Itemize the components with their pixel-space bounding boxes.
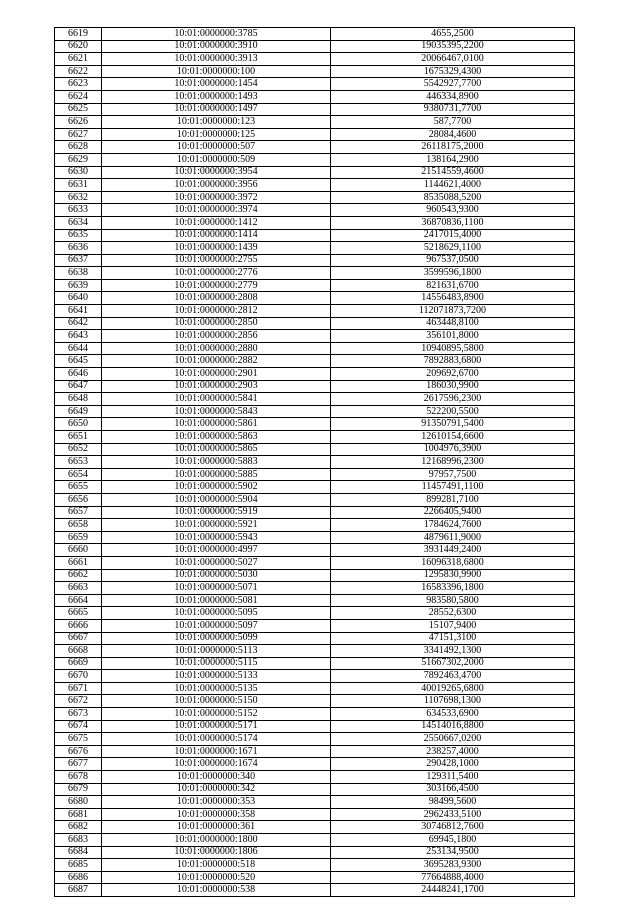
row-number-cell: 6664	[55, 594, 102, 607]
value-cell: 98499,5600	[331, 796, 575, 809]
value-cell: 5542927,7700	[331, 78, 575, 91]
value-cell: 77664888,4000	[331, 871, 575, 884]
cadastral-number-cell: 10:01:0000000:5071	[102, 582, 331, 595]
value-cell: 303166,4500	[331, 783, 575, 796]
row-number-cell: 6653	[55, 456, 102, 469]
value-cell: 2617596,2300	[331, 393, 575, 406]
value-cell: 967537,0500	[331, 254, 575, 267]
table-row	[55, 733, 575, 746]
row-number-cell: 6649	[55, 405, 102, 418]
row-number-cell: 6678	[55, 771, 102, 784]
cadastral-number-cell: 10:01:0000000:5133	[102, 670, 331, 683]
value-cell: 112071873,7200	[331, 305, 575, 318]
value-cell: 28552,6300	[331, 607, 575, 620]
table-row	[55, 65, 575, 78]
cadastral-number-cell: 10:01:0000000:2903	[102, 380, 331, 393]
cadastral-number-cell: 10:01:0000000:340	[102, 771, 331, 784]
table-row	[55, 153, 575, 166]
cadastral-number-cell: 10:01:0000000:5885	[102, 468, 331, 481]
table-row	[55, 682, 575, 695]
table-row	[55, 594, 575, 607]
row-number-cell: 6636	[55, 242, 102, 255]
row-number-cell: 6683	[55, 834, 102, 847]
cadastral-number-cell: 10:01:0000000:2776	[102, 267, 331, 280]
value-cell: 899281,7100	[331, 493, 575, 506]
table-row	[55, 355, 575, 368]
table-row	[55, 267, 575, 280]
table-row	[55, 418, 575, 431]
value-cell: 3599596,1800	[331, 267, 575, 280]
value-cell: 356101,8000	[331, 330, 575, 343]
table-row	[55, 317, 575, 330]
value-cell: 24448241,1700	[331, 884, 575, 897]
cadastral-number-cell: 10:01:0000000:3974	[102, 204, 331, 217]
cadastral-number-cell: 10:01:0000000:2882	[102, 355, 331, 368]
cadastral-number-cell: 10:01:0000000:3956	[102, 179, 331, 192]
cadastral-number-cell: 10:01:0000000:1497	[102, 103, 331, 116]
row-number-cell: 6632	[55, 191, 102, 204]
cadastral-number-cell: 10:01:0000000:5883	[102, 456, 331, 469]
row-number-cell: 6623	[55, 78, 102, 91]
table-row	[55, 808, 575, 821]
row-number-cell: 6628	[55, 141, 102, 154]
table-row	[55, 657, 575, 670]
cadastral-number-cell: 10:01:0000000:5099	[102, 632, 331, 645]
cadastral-number-cell: 10:01:0000000:5152	[102, 708, 331, 721]
row-number-cell: 6625	[55, 103, 102, 116]
row-number-cell: 6647	[55, 380, 102, 393]
row-number-cell: 6656	[55, 493, 102, 506]
row-number-cell: 6648	[55, 393, 102, 406]
cadastral-number-cell: 10:01:0000000:5943	[102, 531, 331, 544]
table-row	[55, 758, 575, 771]
row-number-cell: 6639	[55, 279, 102, 292]
table-row	[55, 607, 575, 620]
cadastral-number-cell: 10:01:0000000:3785	[102, 28, 331, 41]
cadastral-number-cell: 10:01:0000000:538	[102, 884, 331, 897]
cadastral-number-cell: 10:01:0000000:1414	[102, 229, 331, 242]
cadastral-number-cell: 10:01:0000000:4997	[102, 544, 331, 557]
value-cell: 36870836,1100	[331, 216, 575, 229]
value-cell: 587,7700	[331, 116, 575, 129]
cadastral-number-cell: 10:01:0000000:5919	[102, 506, 331, 519]
table-row	[55, 128, 575, 141]
cadastral-number-cell: 10:01:0000000:5027	[102, 556, 331, 569]
value-cell: 634533,6900	[331, 708, 575, 721]
value-cell: 960543,9300	[331, 204, 575, 217]
cadastral-number-cell: 10:01:0000000:518	[102, 859, 331, 872]
table-row	[55, 582, 575, 595]
value-cell: 3931449,2400	[331, 544, 575, 557]
row-number-cell: 6669	[55, 657, 102, 670]
table-row	[55, 695, 575, 708]
cadastral-number-cell: 10:01:0000000:5150	[102, 695, 331, 708]
row-number-cell: 6677	[55, 758, 102, 771]
cadastral-number-cell: 10:01:0000000:5030	[102, 569, 331, 582]
table-row	[55, 821, 575, 834]
table-row	[55, 204, 575, 217]
table-row	[55, 103, 575, 116]
table-row	[55, 468, 575, 481]
cadastral-number-cell: 10:01:0000000:1671	[102, 745, 331, 758]
cadastral-number-cell: 10:01:0000000:5863	[102, 431, 331, 444]
row-number-cell: 6676	[55, 745, 102, 758]
cadastral-number-cell: 10:01:0000000:1454	[102, 78, 331, 91]
row-number-cell: 6635	[55, 229, 102, 242]
value-cell: 26118175,2000	[331, 141, 575, 154]
cadastral-number-cell: 10:01:0000000:353	[102, 796, 331, 809]
table-row	[55, 431, 575, 444]
cadastral-number-cell: 10:01:0000000:100	[102, 65, 331, 78]
value-cell: 10940895,5800	[331, 342, 575, 355]
row-number-cell: 6633	[55, 204, 102, 217]
table-body	[55, 28, 575, 897]
data-table	[54, 27, 574, 897]
cadastral-number-cell: 10:01:0000000:509	[102, 153, 331, 166]
row-number-cell: 6675	[55, 733, 102, 746]
table-row	[55, 141, 575, 154]
table-row	[55, 78, 575, 91]
row-number-cell: 6662	[55, 569, 102, 582]
value-cell: 463448,8100	[331, 317, 575, 330]
table-row	[55, 292, 575, 305]
table-row	[55, 871, 575, 884]
table-row	[55, 556, 575, 569]
value-cell: 1107698,1300	[331, 695, 575, 708]
row-number-cell: 6680	[55, 796, 102, 809]
cadastral-number-cell: 10:01:0000000:520	[102, 871, 331, 884]
cadastral-number-cell: 10:01:0000000:5902	[102, 481, 331, 494]
value-cell: 16583396,1800	[331, 582, 575, 595]
table-row	[55, 846, 575, 859]
row-number-cell: 6630	[55, 166, 102, 179]
row-number-cell: 6665	[55, 607, 102, 620]
table-row	[55, 619, 575, 632]
row-number-cell: 6642	[55, 317, 102, 330]
table-row	[55, 216, 575, 229]
row-number-cell: 6646	[55, 368, 102, 381]
table-row	[55, 859, 575, 872]
table-row	[55, 884, 575, 897]
cadastral-number-cell: 10:01:0000000:1806	[102, 846, 331, 859]
row-number-cell: 6679	[55, 783, 102, 796]
row-number-cell: 6658	[55, 519, 102, 532]
value-cell: 14556483,8900	[331, 292, 575, 305]
value-cell: 1144621,4000	[331, 179, 575, 192]
table-row	[55, 90, 575, 103]
row-number-cell: 6670	[55, 670, 102, 683]
value-cell: 16096318,6800	[331, 556, 575, 569]
value-cell: 15107,9400	[331, 619, 575, 632]
table-row	[55, 544, 575, 557]
value-cell: 14514016,8800	[331, 720, 575, 733]
value-cell: 69945,1800	[331, 834, 575, 847]
value-cell: 983580,5800	[331, 594, 575, 607]
table-row	[55, 531, 575, 544]
cadastral-number-cell: 10:01:0000000:1800	[102, 834, 331, 847]
row-number-cell: 6627	[55, 128, 102, 141]
table-row	[55, 229, 575, 242]
table-row	[55, 28, 575, 41]
value-cell: 47151,3100	[331, 632, 575, 645]
cadastral-number-cell: 10:01:0000000:361	[102, 821, 331, 834]
value-cell: 30746812,7600	[331, 821, 575, 834]
value-cell: 253134,9500	[331, 846, 575, 859]
cadastral-number-cell: 10:01:0000000:5115	[102, 657, 331, 670]
value-cell: 28084,4600	[331, 128, 575, 141]
cadastral-number-cell: 10:01:0000000:3913	[102, 53, 331, 66]
cadastral-number-cell: 10:01:0000000:3910	[102, 40, 331, 53]
row-number-cell: 6682	[55, 821, 102, 834]
value-cell: 19035395,2200	[331, 40, 575, 53]
row-number-cell: 6650	[55, 418, 102, 431]
cadastral-number-cell: 10:01:0000000:1439	[102, 242, 331, 255]
row-number-cell: 6659	[55, 531, 102, 544]
cadastral-number-cell: 10:01:0000000:5843	[102, 405, 331, 418]
table-row	[55, 708, 575, 721]
table-row	[55, 116, 575, 129]
value-cell: 20066467,0100	[331, 53, 575, 66]
cadastral-number-cell: 10:01:0000000:5095	[102, 607, 331, 620]
value-cell: 21514559,4600	[331, 166, 575, 179]
cadastral-number-cell: 10:01:0000000:3954	[102, 166, 331, 179]
table-row	[55, 179, 575, 192]
row-number-cell: 6685	[55, 859, 102, 872]
cadastral-number-cell: 10:01:0000000:1674	[102, 758, 331, 771]
cadastral-number-cell: 10:01:0000000:2850	[102, 317, 331, 330]
row-number-cell: 6629	[55, 153, 102, 166]
cadastral-number-cell: 10:01:0000000:2755	[102, 254, 331, 267]
value-cell: 2962433,5100	[331, 808, 575, 821]
value-cell: 1004976,3900	[331, 443, 575, 456]
row-number-cell: 6620	[55, 40, 102, 53]
value-cell: 4655,2500	[331, 28, 575, 41]
value-cell: 40019265,6800	[331, 682, 575, 695]
row-number-cell: 6643	[55, 330, 102, 343]
table-row	[55, 569, 575, 582]
row-number-cell: 6619	[55, 28, 102, 41]
cadastral-number-cell: 10:01:0000000:1493	[102, 90, 331, 103]
table-row	[55, 481, 575, 494]
value-cell: 12168996,2300	[331, 456, 575, 469]
table-row	[55, 279, 575, 292]
value-cell: 2417015,4000	[331, 229, 575, 242]
cadastral-number-cell: 10:01:0000000:3972	[102, 191, 331, 204]
table-row	[55, 519, 575, 532]
table-row	[55, 834, 575, 847]
table-row	[55, 745, 575, 758]
value-cell: 138164,2900	[331, 153, 575, 166]
cadastral-number-cell: 10:01:0000000:5904	[102, 493, 331, 506]
value-cell: 5218629,1100	[331, 242, 575, 255]
value-cell: 446334,8900	[331, 90, 575, 103]
value-cell: 186030,9900	[331, 380, 575, 393]
cadastral-number-cell: 10:01:0000000:5097	[102, 619, 331, 632]
row-number-cell: 6667	[55, 632, 102, 645]
table-row	[55, 342, 575, 355]
row-number-cell: 6686	[55, 871, 102, 884]
value-cell: 11457491,1100	[331, 481, 575, 494]
row-number-cell: 6654	[55, 468, 102, 481]
row-number-cell: 6657	[55, 506, 102, 519]
cadastral-number-cell: 10:01:0000000:1412	[102, 216, 331, 229]
row-number-cell: 6641	[55, 305, 102, 318]
table-row	[55, 380, 575, 393]
row-number-cell: 6674	[55, 720, 102, 733]
table-row	[55, 242, 575, 255]
value-cell: 290428,1000	[331, 758, 575, 771]
table-row	[55, 368, 575, 381]
table-row	[55, 456, 575, 469]
table-row	[55, 645, 575, 658]
cadastral-number-cell: 10:01:0000000:342	[102, 783, 331, 796]
cadastral-number-cell: 10:01:0000000:125	[102, 128, 331, 141]
row-number-cell: 6640	[55, 292, 102, 305]
row-number-cell: 6672	[55, 695, 102, 708]
value-cell: 209692,6700	[331, 368, 575, 381]
cadastral-number-cell: 10:01:0000000:358	[102, 808, 331, 821]
value-cell: 91350791,5400	[331, 418, 575, 431]
row-number-cell: 6622	[55, 65, 102, 78]
cadastral-number-cell: 10:01:0000000:5841	[102, 393, 331, 406]
value-cell: 238257,4000	[331, 745, 575, 758]
cadastral-number-cell: 10:01:0000000:2880	[102, 342, 331, 355]
value-cell: 7892883,6800	[331, 355, 575, 368]
value-cell: 9380731,7700	[331, 103, 575, 116]
table-row	[55, 796, 575, 809]
cadastral-number-cell: 10:01:0000000:2779	[102, 279, 331, 292]
table-row	[55, 393, 575, 406]
row-number-cell: 6637	[55, 254, 102, 267]
row-number-cell: 6687	[55, 884, 102, 897]
row-number-cell: 6631	[55, 179, 102, 192]
table-row	[55, 493, 575, 506]
row-number-cell: 6684	[55, 846, 102, 859]
cadastral-number-cell: 10:01:0000000:5171	[102, 720, 331, 733]
value-cell: 12610154,6600	[331, 431, 575, 444]
row-number-cell: 6651	[55, 431, 102, 444]
row-number-cell: 6638	[55, 267, 102, 280]
cadastral-number-cell: 10:01:0000000:5081	[102, 594, 331, 607]
table-row	[55, 443, 575, 456]
value-cell: 129311,5400	[331, 771, 575, 784]
value-cell: 3341492,1300	[331, 645, 575, 658]
table-row	[55, 670, 575, 683]
cadastral-number-cell: 10:01:0000000:5865	[102, 443, 331, 456]
table-row	[55, 305, 575, 318]
row-number-cell: 6624	[55, 90, 102, 103]
table-row	[55, 632, 575, 645]
row-number-cell: 6655	[55, 481, 102, 494]
row-number-cell: 6673	[55, 708, 102, 721]
cadastral-number-cell: 10:01:0000000:2901	[102, 368, 331, 381]
cadastral-number-cell: 10:01:0000000:2808	[102, 292, 331, 305]
table-row	[55, 330, 575, 343]
cadastral-number-cell: 10:01:0000000:5135	[102, 682, 331, 695]
value-cell: 1295830,9900	[331, 569, 575, 582]
table-row	[55, 40, 575, 53]
cadastral-number-cell: 10:01:0000000:5921	[102, 519, 331, 532]
table-row	[55, 53, 575, 66]
row-number-cell: 6663	[55, 582, 102, 595]
row-number-cell: 6621	[55, 53, 102, 66]
value-cell: 1675329,4300	[331, 65, 575, 78]
value-cell: 4879611,9000	[331, 531, 575, 544]
table-row	[55, 191, 575, 204]
row-number-cell: 6645	[55, 355, 102, 368]
table-row	[55, 405, 575, 418]
row-number-cell: 6634	[55, 216, 102, 229]
cadastral-number-cell: 10:01:0000000:5113	[102, 645, 331, 658]
cadastral-number-cell: 10:01:0000000:2812	[102, 305, 331, 318]
value-cell: 97957,7500	[331, 468, 575, 481]
value-cell: 821631,6700	[331, 279, 575, 292]
value-cell: 7892463,4700	[331, 670, 575, 683]
value-cell: 3695283,9300	[331, 859, 575, 872]
cadastral-number-cell: 10:01:0000000:2856	[102, 330, 331, 343]
row-number-cell: 6660	[55, 544, 102, 557]
table-row	[55, 783, 575, 796]
value-cell: 8535088,5200	[331, 191, 575, 204]
row-number-cell: 6626	[55, 116, 102, 129]
row-number-cell: 6671	[55, 682, 102, 695]
value-cell: 1784624,7600	[331, 519, 575, 532]
row-number-cell: 6652	[55, 443, 102, 456]
row-number-cell: 6681	[55, 808, 102, 821]
table-row	[55, 720, 575, 733]
table-row	[55, 166, 575, 179]
table-row	[55, 506, 575, 519]
cadastral-number-cell: 10:01:0000000:123	[102, 116, 331, 129]
cadastral-number-cell: 10:01:0000000:5174	[102, 733, 331, 746]
cadastral-number-cell: 10:01:0000000:5861	[102, 418, 331, 431]
row-number-cell: 6668	[55, 645, 102, 658]
value-cell: 522200,5500	[331, 405, 575, 418]
cadastral-number-cell: 10:01:0000000:507	[102, 141, 331, 154]
value-cell: 2550667,0200	[331, 733, 575, 746]
table-row	[55, 254, 575, 267]
table-row	[55, 771, 575, 784]
row-number-cell: 6644	[55, 342, 102, 355]
value-cell: 2266405,9400	[331, 506, 575, 519]
row-number-cell: 6666	[55, 619, 102, 632]
value-cell: 51667302,2000	[331, 657, 575, 670]
row-number-cell: 6661	[55, 556, 102, 569]
